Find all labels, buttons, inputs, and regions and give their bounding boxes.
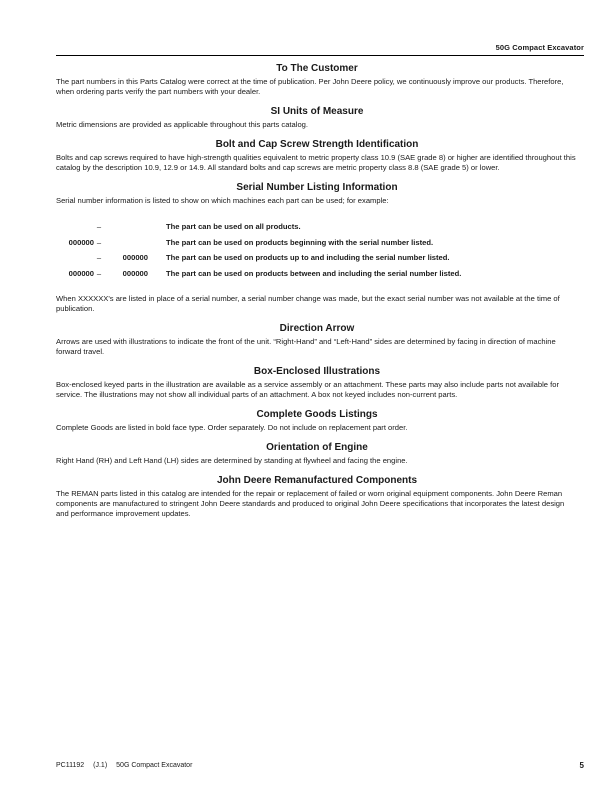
page-number: 5 xyxy=(579,761,584,770)
header-rule xyxy=(56,55,584,56)
serial-row xyxy=(56,266,578,282)
section-text: Serial number information is listed to show on which machines each part can be used; for example: xyxy=(56,196,389,205)
footer-model: 50G Compact Excavator xyxy=(116,762,193,769)
serial-dash: – xyxy=(96,222,102,232)
section-box-enclosed xyxy=(56,365,578,400)
serial-note: When XXXXXX's are listed in place of a serial number, a serial number change was made, but the exact serial number was not available at the time of publication. xyxy=(56,294,560,313)
page-content xyxy=(56,62,578,527)
section-text: The REMAN parts listed in this catalog are intended for the repair or replacement of failed or worn original equipment components. John Deere Reman components are manufactured to stringent John Deere standards and produced to original John Deere specifications that incorporates the latest design and performance improvement updates. xyxy=(56,489,565,518)
section-reman xyxy=(56,474,578,519)
serial-row xyxy=(56,235,578,251)
section-title: Bolt and Cap Screw Strength Identification xyxy=(215,139,419,150)
serial-row xyxy=(56,250,578,266)
section-title: To The Customer xyxy=(276,63,358,74)
serial-dash: – xyxy=(96,253,102,263)
section-text: The part numbers in this Parts Catalog were correct at the time of publication. Per John Deere policy, we continuously improve our products. Therefore, when ordering parts verify the part numbers with your dealer. xyxy=(56,77,564,96)
section-text: Complete Goods are listed in bold face type. Order separately. Do not include on replacement part order. xyxy=(56,423,408,432)
section-text: Metric dimensions are provided as applicable throughout this parts catalog. xyxy=(56,120,308,129)
section-complete-goods xyxy=(56,408,578,433)
serial-desc: The part can be used on all products. xyxy=(166,222,301,232)
section-title: Orientation of Engine xyxy=(266,442,368,453)
serial-end: 000000 xyxy=(122,253,148,263)
serial-desc: The part can be used on products beginning with the serial number listed. xyxy=(166,237,434,247)
section-title: Direction Arrow xyxy=(279,323,355,334)
header-title: 50G Compact Excavator xyxy=(495,43,584,52)
section-text: Box-enclosed keyed parts in the illustration are available as a service assembly or an attachment. These parts may also include parts not available for service. The illustrations may not show all individual parts of an attachment. A box not keyed includes non-current parts. xyxy=(56,380,559,399)
section-title: John Deere Remanufactured Components xyxy=(216,475,418,486)
section-text: Arrows are used with illustrations to indicate the front of the unit. “Right-Hand” and “Left-Hand” sides are determined by facing in direction of machine forward travel. xyxy=(56,337,556,356)
section-title: Serial Number Listing Information xyxy=(236,182,398,193)
footer-revision: (J.1) xyxy=(93,762,108,769)
serial-dash: – xyxy=(96,268,102,278)
footer-doc-number: PC11192 xyxy=(56,762,85,769)
serial-dash: – xyxy=(96,237,102,247)
serial-desc: The part can be used on products between and including the serial number listed. xyxy=(166,268,462,278)
serial-number-table xyxy=(56,219,578,281)
section-title: Complete Goods Listings xyxy=(256,409,378,420)
section-bolt-strength xyxy=(56,138,578,173)
serial-end: 000000 xyxy=(122,268,148,278)
section-title: Box-Enclosed Illustrations xyxy=(253,366,381,377)
section-text: Bolts and cap screws required to have high-strength qualities equivalent to metric property class 10.9 (SAE grade 8) or higher are identified throughout this catalog by the description 10.9, 12.9 or 14.9. All standard bolts and cap screws are metric property class 8.8 (SAE grade 5) or lower. xyxy=(56,153,576,172)
section-direction-arrow xyxy=(56,322,578,357)
serial-begin: 000000 xyxy=(68,268,94,278)
section-serial-number xyxy=(56,181,578,314)
section-title: SI Units of Measure xyxy=(270,106,364,117)
serial-row xyxy=(56,219,578,235)
section-engine-orientation xyxy=(56,441,578,466)
section-si-units xyxy=(56,105,578,130)
serial-desc: The part can be used on products up to and including the serial number listed. xyxy=(166,253,450,263)
footer-doc-info xyxy=(56,762,201,769)
serial-begin: 000000 xyxy=(68,237,94,247)
section-text: Right Hand (RH) and Left Hand (LH) sides are determined by standing at flywheel and facing the engine. xyxy=(56,456,408,465)
section-to-the-customer xyxy=(56,62,578,97)
